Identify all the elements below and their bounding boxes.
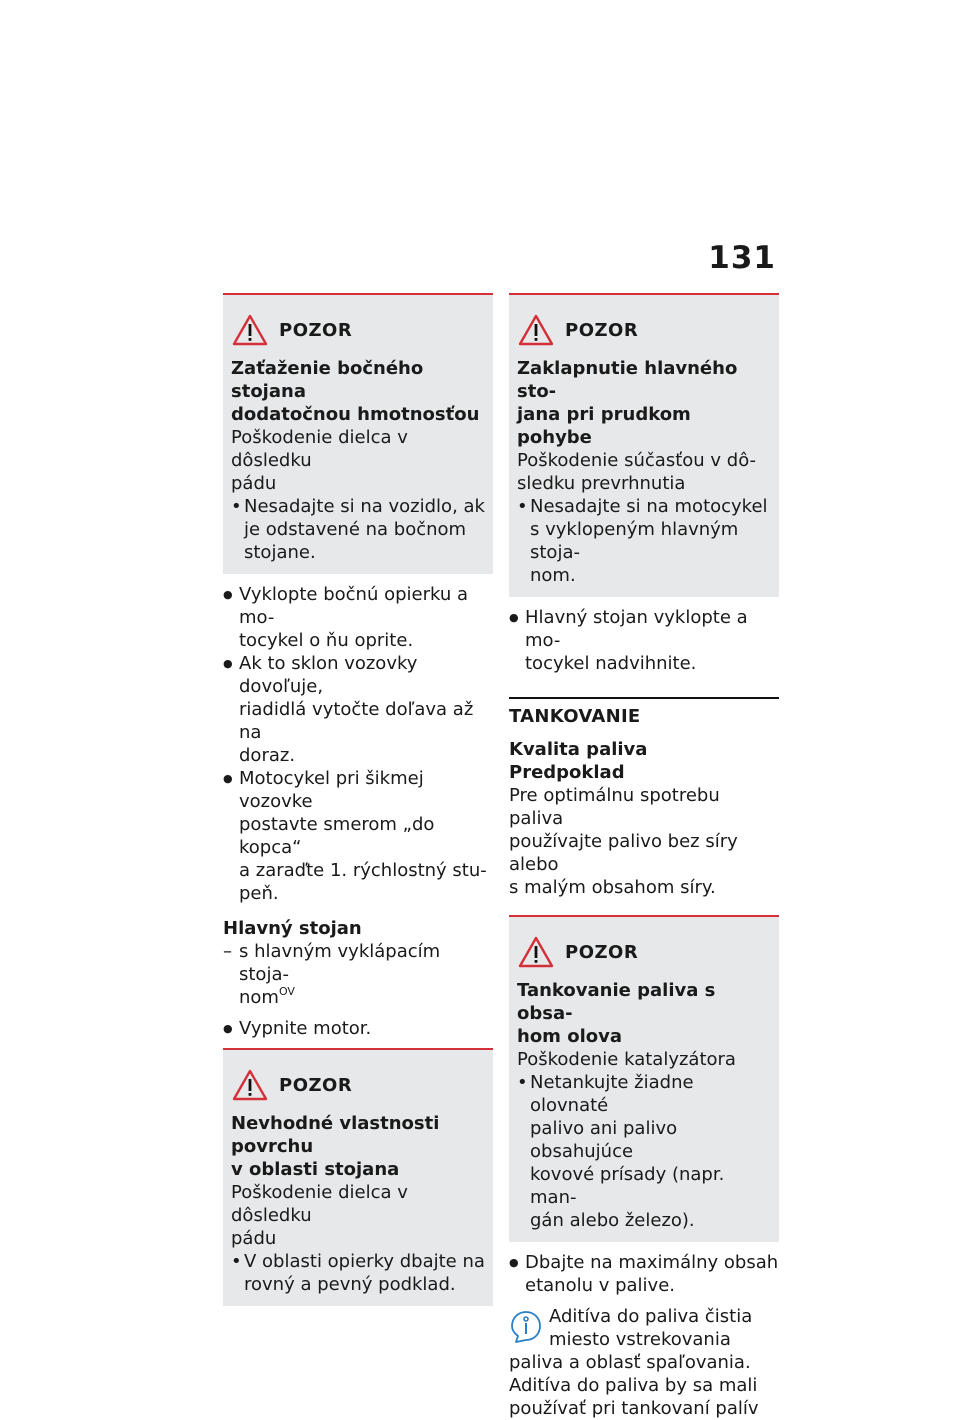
warning-subject: Tankovanie paliva s obsa- hom olova — [517, 980, 716, 1047]
warning-consequence: Poškodenie katalyzátora — [517, 1049, 736, 1070]
list-item: ● Motocykel pri šikmej vozovke postavte smerom „do kopca“ a zaraďte 1. rýchlostný stu- peň. — [223, 767, 493, 905]
list-item: ● Vypnite motor. — [223, 1017, 493, 1040]
warning-action: • Nesadajte si na vozidlo, ak je odstavené na bočnom stojane. — [231, 495, 485, 564]
option-code: OV — [278, 985, 295, 998]
warning-triangle-icon — [231, 1068, 269, 1102]
left-column — [223, 293, 493, 1315]
list-item: ● Dbajte na maximálny obsah etanolu v palive. — [509, 1251, 779, 1297]
subsection-heading: Predpoklad — [509, 762, 625, 783]
warning-label: POZOR — [565, 941, 639, 963]
subsection-heading: Kvalita paliva — [509, 739, 648, 760]
condition-item: – s hlavným vyklápacím stoja- nom$^{OV}$ — [223, 940, 493, 1009]
section-heading: Hlavný stojan — [223, 918, 362, 939]
warning-box — [509, 293, 779, 597]
info-icon — [509, 1309, 543, 1345]
warning-box — [509, 915, 779, 1242]
warning-action: • Netankujte žiadne olovnaté palivo ani palivo obsahujúce kovové prísady (napr. man- gán alebo železo). — [517, 1071, 771, 1232]
warning-action: • V oblasti opierky dbajte na rovný a pevný podklad. — [231, 1250, 485, 1296]
warning-triangle-icon — [517, 935, 555, 969]
list-item: ● Ak to sklon vozovky dovoľuje, riadidlá vytočte doľava až na doraz. — [223, 652, 493, 767]
warning-consequence: Poškodenie dielca v dôsledku pádu — [231, 1182, 408, 1249]
section-title: TANKOVANIE — [509, 706, 641, 727]
warning-box — [223, 1048, 493, 1306]
warning-label: POZOR — [279, 1074, 353, 1096]
warning-subject: Nevhodné vlastnosti povrchu v oblasti stojana — [231, 1113, 440, 1180]
warning-label: POZOR — [565, 319, 639, 341]
list-item: ● Hlavný stojan vyklopte a mo- tocykel nadvihnite. — [509, 606, 779, 675]
list-item: ● Vyklopte bočnú opierku a mo- tocykel o ňu oprite. — [223, 583, 493, 652]
warning-subject: Zaklapnutie hlavného sto- jana pri prudkom pohybe — [517, 358, 738, 448]
section-divider — [509, 697, 779, 728]
warning-consequence: Poškodenie súčasťou v dô- sledku prevrhnutia — [517, 450, 757, 494]
warning-action: • Nesadajte si na motocykel s vyklopeným hlavným stoja- nom. — [517, 495, 771, 587]
warning-consequence: Poškodenie dielca v dôsledku pádu — [231, 427, 408, 494]
warning-box — [223, 293, 493, 574]
page-number: 131 — [708, 240, 776, 276]
info-note: Aditíva do paliva čistia miesto vstrekovania paliva a oblasť spaľovania. Aditíva do paliva by sa mali používať pri tankovaní palív — [509, 1306, 759, 1419]
warning-triangle-icon — [517, 313, 555, 347]
warning-subject: Zaťaženie bočného stojana dodatočnou hmotnosťou — [231, 358, 480, 425]
prerequisite-text: Pre optimálnu spotrebu paliva používajte palivo bez síry alebo s malým obsahom síry. — [509, 785, 738, 898]
right-column — [509, 293, 779, 1420]
warning-label: POZOR — [279, 319, 353, 341]
warning-triangle-icon — [231, 313, 269, 347]
